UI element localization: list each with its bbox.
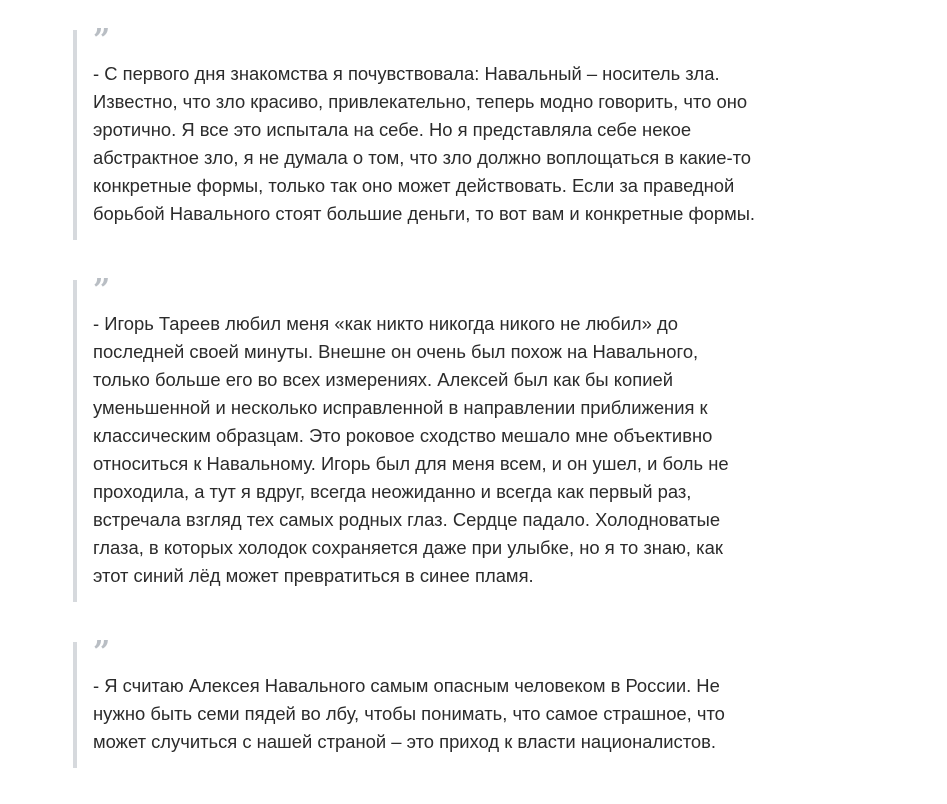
quote-line: - С первого дня знакомства я почувствовала: Навальный – носитель зла. [93, 63, 720, 84]
quote-line: уменьшенной и несколько исправленной в направлении приближения к [93, 397, 708, 418]
quote-line: борьбой Навального стоят большие деньги, то вот вам и конкретные формы. [93, 203, 756, 224]
quote-line: может случиться с нашей страной – это приход к власти националистов. [93, 731, 717, 752]
quote-mark-icon: ” [93, 23, 109, 58]
quote-line: Известно, что зло красиво, привлекательно, теперь модно говорить, что оно [93, 91, 748, 112]
quote-line: нужно быть семи пядей во лбу, чтобы понимать, что самое страшное, что [93, 703, 725, 724]
quote-line: - Игорь Тареев любил меня «как никто никогда никого не любил» до [93, 313, 678, 334]
quote-line: проходила, а тут я вдруг, всегда неожиданно и всегда как первый раз, [93, 481, 692, 502]
quote-line: этот синий лёд может превратиться в синее пламя. [93, 565, 534, 586]
quote-text [93, 310, 833, 590]
quote-line: встречала взгляд тех самых родных глаз. Сердце падало. Холодноватые [93, 509, 721, 530]
quote-line: конкретные формы, только так оно может действовать. Если за праведной [93, 175, 735, 196]
quote-line: только больше его во всех измерениях. Алексей был как бы копией [93, 369, 673, 390]
quote-line: эротично. Я все это испытала на себе. Но я представляла себе некое [93, 119, 692, 140]
quote-line: последней своей минуты. Внешне он очень был похож на Навального, [93, 341, 699, 362]
quote-line: глаза, в которых холодок сохраняется даже при улыбке, но я то знаю, как [93, 537, 723, 558]
blockquote [73, 273, 833, 602]
quote-line: - Я считаю Алексея Навального самым опасным человеком в России. Не [93, 675, 720, 696]
blockquote [73, 23, 833, 240]
blockquote [73, 635, 833, 768]
quote-mark-icon: ” [93, 273, 109, 308]
quote-line: относиться к Навальному. Игорь был для меня всем, и он ушел, и боль не [93, 453, 729, 474]
quote-line: абстрактное зло, я не думала о том, что зло должно воплощаться в какие-то [93, 147, 752, 168]
quote-mark-icon: ” [93, 635, 109, 670]
quote-text [93, 60, 833, 228]
quote-text [93, 672, 833, 756]
quote-line: классическим образцам. Это роковое сходство мешало мне объективно [93, 425, 713, 446]
